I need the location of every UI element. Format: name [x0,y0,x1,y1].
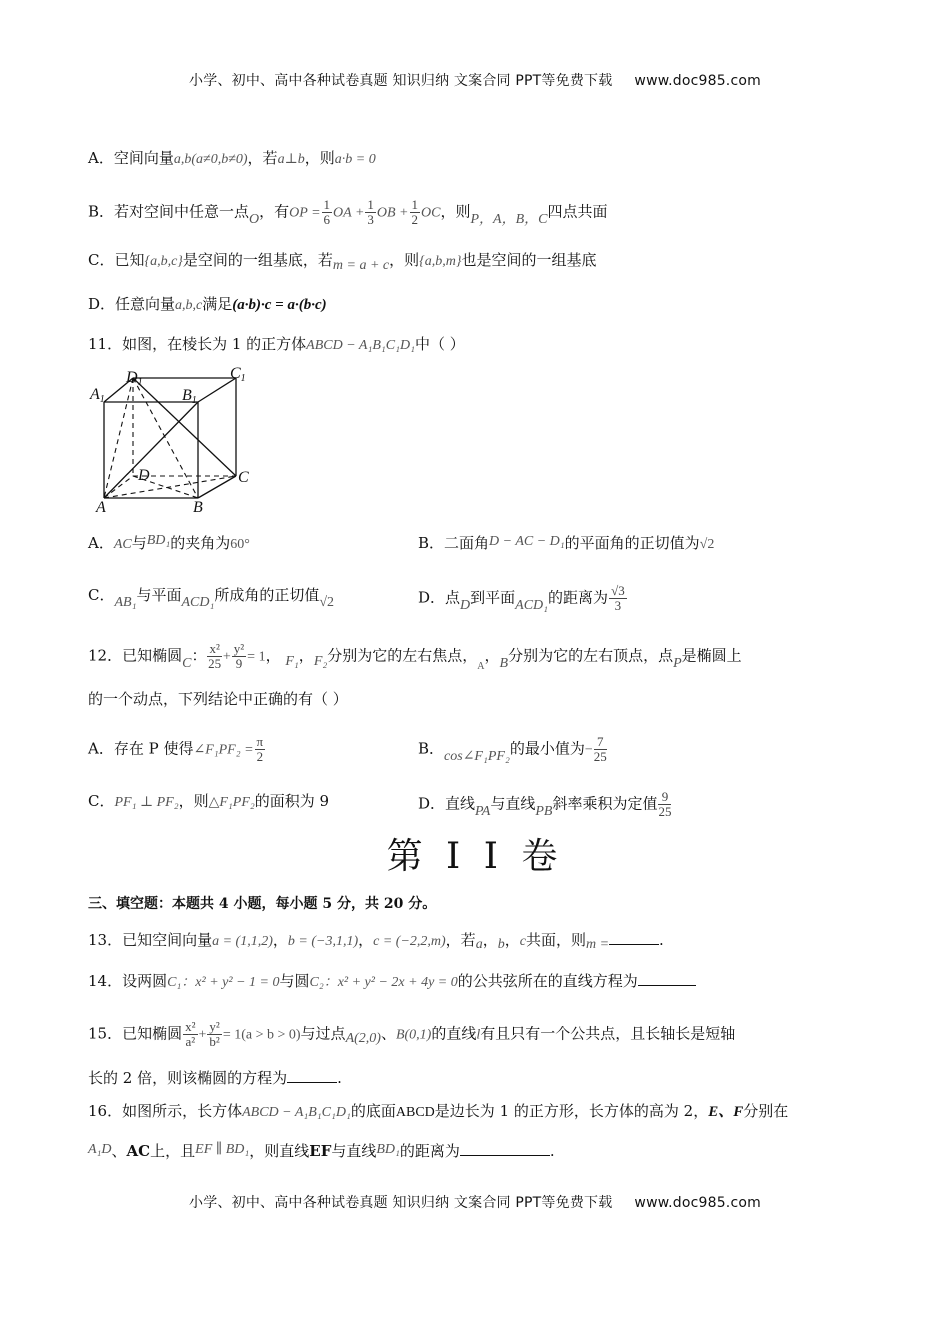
q15-line2: 长的 2 倍，则该椭圆的方程为 . [88,1069,342,1087]
q12-option-c: C．PF₁ ⊥ PF₂，则△F₁PF₂的面积为 9 [88,792,330,810]
q10-option-b: B．若对空间中任意一点O，有OP = $\frac{1}{6}$ OA + $\frac{1}{3}$ OB + $\frac{1}{2}$ OC，则P，A，B，C四点共面 [88,197,608,227]
q15-answer-blank[interactable] [287,1068,337,1083]
section-3-heading: 三、填空题：本题共 4 小题，每小题 5 分，共 20 分。 [88,896,437,912]
page-header [0,70,950,90]
label-c1: C1 [230,366,246,384]
q14-answer-blank[interactable] [638,971,696,986]
q11-option-a: A．AC与BD₁的夹角为60° [88,533,250,552]
q16-line1: 16．如图所示，长方体ABCD − A₁B₁C₁D₁的底面ABCD是边长为 1 的正方形，长方体的高为 2，E、F分别在 [88,1102,789,1120]
q11-stem: 11．如图，在棱长为 1 的正方体ABCD − A₁B₁C₁D₁中（ ） [88,335,465,353]
q10-option-a: A．空间向量a,b(a≠0,b≠0)，若a⊥b，则a·b = 0 [88,149,376,167]
q14: 14．设两圆C₁：x² + y² − 1 = 0与圆C₂：x² + y² − 2x + 4y = 0的公共弦所在的直线方程为 [88,970,696,994]
header-text: 小学、初中、高中各种试卷真题 知识归纳 文案合同 PPT等免费下载 [189,73,613,89]
q11-option-c: C．AB₁与平面ACD₁所成角的正切值√2 [88,586,335,610]
q12-stem-line2: 的一个动点，下列结论中正确的有（ ） [88,690,348,708]
q16-answer-blank[interactable] [460,1141,550,1156]
footer-text: 小学、初中、高中各种试卷真题 知识归纳 文案合同 PPT等免费下载 [189,1195,613,1211]
label-d: D [138,467,150,484]
label-a: A [96,499,106,516]
q12-option-b: B．cos∠F₁PF₂的最小值为− $\frac{7}{25}$ [418,734,607,764]
section-title: 第 I I 卷 [386,836,564,877]
q12-option-d: D．直线PA与直线PB斜率乘积为定值 $\frac{9}{25}$ [418,789,672,819]
label-b1: B1 [182,387,197,406]
q11-option-b: B．二面角D − AC − D₁的平面角的正切值为√2 [418,534,715,552]
q15-line1: 15．已知椭圆 $\frac{\text{x²}}{\text{a²}}$ + $\frac{\text{y²}}{\text{b²}}$ = 1(a > b > 0)与过点A(2,0)、B(0,1)的直线l有且只有一个公共点，且长轴长是短轴 [88,1019,736,1049]
label-a1: A1 [90,386,105,405]
q11-option-d: D．点D到平面ACD₁的距离为 $\frac{√3}{3}$ [418,583,625,613]
footer-site-link[interactable]: www.doc985.com [634,1195,761,1211]
header-site-link[interactable]: www.doc985.com [634,73,761,89]
page-footer [0,1192,950,1212]
q10-option-c: C．已知{a,b,c}是空间的一组基底，若m = a + c，则{a,b,m}也是空间的一组基底 [88,251,597,273]
q12-option-a: A．存在 P 使得∠F₁PF₂ = $\frac{\pi}{2}$ [88,734,264,764]
q13: 13．已知空间向量a = (1,1,2)，b = (−3,1,1)，c = (−2,2,m)，若a，b，c共面，则m = . [88,931,664,952]
q16-line2: A₁D、AC上，且EF ∥ BD₁，则直线EF与直线BD₁的距离为 . [88,1142,555,1160]
q10-option-d: D．任意向量a,b,c满足(a·b)·c = a·(b·c) [88,295,327,313]
label-c: C [238,469,249,486]
cube-figure [88,366,258,516]
label-d1: D1 [126,369,143,388]
label-b: B [193,499,203,516]
q13-answer-blank[interactable] [609,930,659,945]
q12-stem-line1: 12．已知椭圆C： $\frac{\text{x²}}{25}$ + $\frac{\text{y²}}{9}$ = 1， F₁，F₂分别为它的左右焦点，$_A$，B分别为它的左右顶点，点P是椭圆上 [88,641,742,672]
